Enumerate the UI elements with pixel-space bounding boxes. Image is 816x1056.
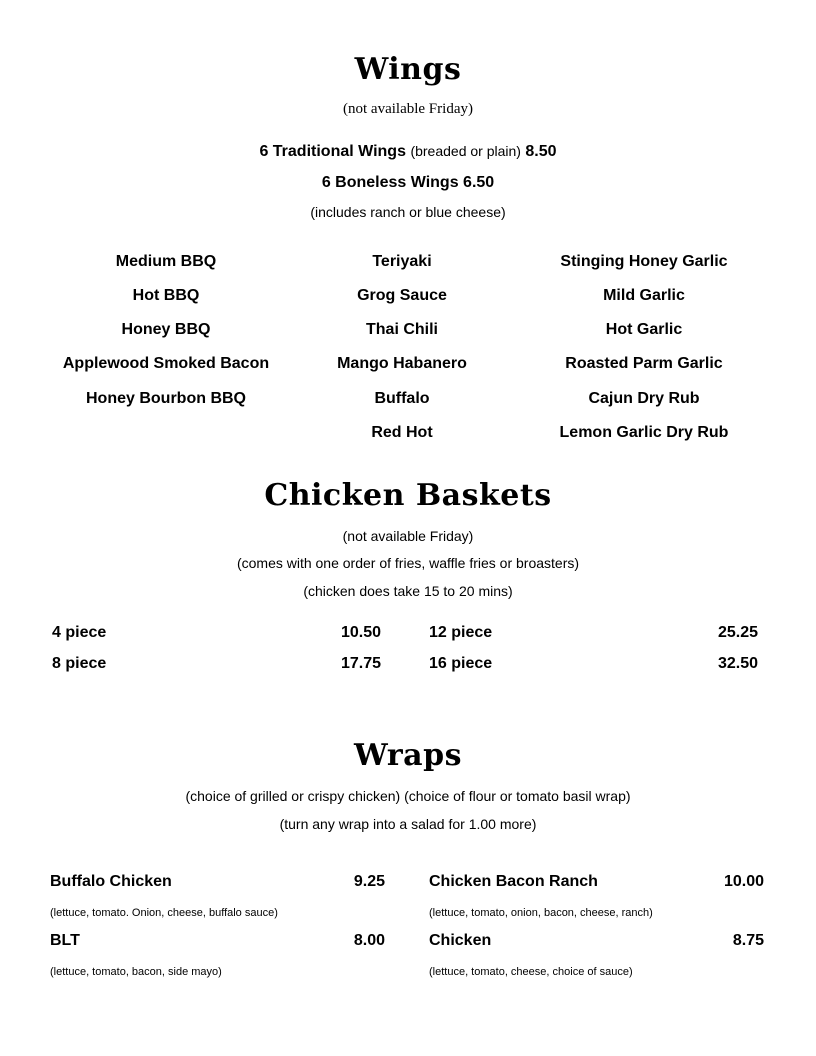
wrap-item-price: 8.75 — [732, 932, 764, 949]
boneless-wings-line: 6 Boneless Wings 6.50 — [321, 174, 495, 191]
flavor-item: Medium BBQ — [115, 253, 217, 270]
flavor-item: Hot Garlic — [605, 321, 683, 338]
basket-item-price: 25.25 — [717, 624, 758, 641]
flavor-item: Mango Habanero — [337, 355, 467, 372]
flavor-item: Buffalo — [374, 390, 430, 407]
wings-includes-note: (includes ranch or blue cheese) — [310, 204, 506, 220]
wrap-item-name: Buffalo Chicken — [50, 873, 172, 890]
wrap-item-name: Chicken — [429, 932, 492, 949]
basket-item-name: 4 piece — [52, 624, 107, 641]
flavor-item: Roasted Parm Garlic — [565, 355, 723, 372]
traditional-wings-price: 8.50 — [525, 143, 557, 160]
flavor-item: Grog Sauce — [357, 287, 447, 304]
traditional-wings-line — [0, 143, 816, 161]
basket-item-name: 8 piece — [52, 655, 107, 672]
basket-item-price: 32.50 — [717, 655, 758, 672]
flavor-item: Honey BBQ — [121, 321, 211, 338]
wrap-item-description: (lettuce, tomato, cheese, choice of sauce) — [429, 966, 633, 978]
wrap-item-price: 10.00 — [723, 873, 764, 890]
flavor-item: Stinging Honey Garlic — [560, 253, 728, 270]
traditional-wings-label: 6 Traditional Wings — [259, 143, 406, 160]
wrap-item-price: 8.00 — [353, 932, 385, 949]
flavor-item: Lemon Garlic Dry Rub — [559, 424, 729, 441]
wrap-item-price: 9.25 — [353, 873, 385, 890]
baskets-availability: (not available Friday) — [342, 528, 474, 544]
flavor-column-1 — [31, 253, 301, 453]
wrap-item-description: (lettuce, tomato. Onion, cheese, buffalo sauce) — [50, 907, 278, 919]
flavor-item: Teriyaki — [372, 253, 432, 270]
wraps-salad-note: (turn any wrap into a salad for 1.00 more) — [279, 816, 537, 832]
basket-item-name: 16 piece — [429, 655, 493, 672]
flavor-item: Honey Bourbon BBQ — [86, 390, 246, 407]
baskets-comes-with-note: (comes with one order of fries, waffle fries or broasters) — [236, 555, 580, 571]
wings-heading: Wings — [354, 52, 462, 87]
basket-item-price: 10.50 — [340, 624, 381, 641]
flavor-column-3 — [509, 253, 779, 453]
wrap-item-description: (lettuce, tomato, onion, bacon, cheese, ranch) — [429, 907, 653, 919]
flavor-item: Red Hot — [371, 424, 433, 441]
wraps-choice-note: (choice of grilled or crispy chicken) (choice of flour or tomato basil wrap) — [185, 788, 631, 804]
wrap-item-name: BLT — [50, 932, 80, 949]
baskets-time-note: (chicken does take 15 to 20 mins) — [303, 583, 513, 599]
traditional-wings-option: (breaded or plain) — [410, 143, 521, 159]
basket-item-name: 12 piece — [429, 624, 493, 641]
wings-availability: (not available Friday) — [343, 101, 473, 117]
wraps-heading: Wraps — [354, 738, 462, 773]
flavor-column-2 — [267, 253, 537, 453]
basket-item-price: 17.75 — [340, 655, 381, 672]
flavor-item: Cajun Dry Rub — [588, 390, 700, 407]
baskets-heading: Chicken Baskets — [264, 478, 552, 513]
wrap-item-description: (lettuce, tomato, bacon, side mayo) — [50, 966, 222, 978]
flavor-item: Mild Garlic — [603, 287, 685, 304]
flavor-item: Thai Chili — [366, 321, 438, 338]
wrap-item-name: Chicken Bacon Ranch — [429, 873, 598, 890]
flavor-item: Applewood Smoked Bacon — [62, 355, 270, 372]
flavor-item: Hot BBQ — [132, 287, 200, 304]
